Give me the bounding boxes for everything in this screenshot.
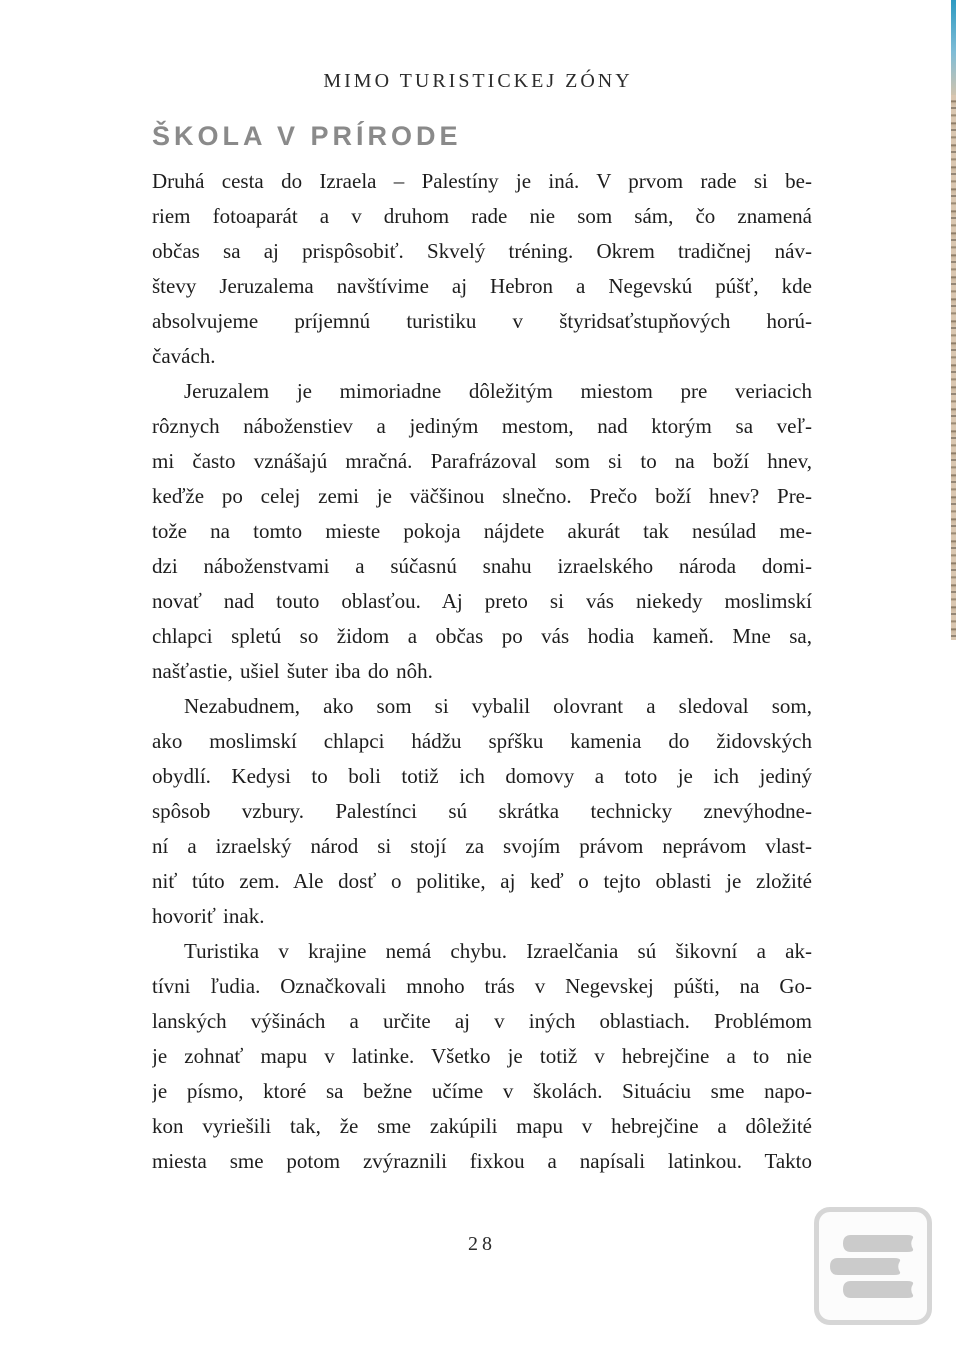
text-line: lanských výšinách a určite aj v iných oblastiach. Problémom (152, 1009, 812, 1033)
text-line: je písmo, ktoré sa bežne učíme v školách. Situáciu sme napo- (152, 1079, 812, 1103)
text-line: spôsob vzbury. Palestínci sú skrátka technicky znevýhodne- (152, 799, 812, 823)
text-line: absolvujeme príjemnú turistiku v štyridsaťstupňových horú- (152, 309, 812, 333)
text-line: občas sa aj prispôsobiť. Skvelý tréning. Okrem tradičnej náv- (152, 239, 812, 263)
page-edge-strip-top (951, 0, 956, 95)
text-line: novať nad touto oblasťou. Aj preto si vás niekedy moslimskí (152, 589, 812, 613)
running-header: MIMO TURISTICKEJ ZÓNY (323, 70, 633, 92)
text-line: kon vyriešili tak, že sme zakúpili mapu v hebrejčine a dôležité (152, 1114, 812, 1138)
text-line: rôznych náboženstiev a jediným mestom, nad ktorým sa veľ- (152, 414, 812, 438)
text-line: obydlí. Kedysi to boli totiž ich domovy a toto je ich jediný (152, 764, 812, 788)
text-line: miesta sme potom zvýraznili fixkou a napísali latinkou. Takto (152, 1149, 812, 1173)
text-line: dzi náboženstvami a súčasnú snahu izraelského národa domi- (152, 554, 812, 578)
text-line: tože na tomto mieste pokoja nájdete akurát tak nesúlad me- (152, 519, 812, 543)
text-line: našťastie, ušiel šuter iba do nôh. (152, 659, 433, 683)
text-line: čavách. (152, 344, 216, 368)
page-edge-strip (951, 95, 956, 640)
text-line: niť túto zem. Ale dosť o politike, aj keď o tejto oblasti je zložité (152, 869, 812, 893)
text-line: Nezabudnem, ako som si vybalil olovrant a sledoval som, (184, 694, 812, 718)
text-line: riem fotoaparát a v druhom rade nie som sám, čo znamená (152, 204, 812, 228)
text-line: hovoriť inak. (152, 904, 265, 928)
text-line: ní a izraelský národ si stojí za svojím právom neprávom vlast- (152, 834, 812, 858)
paragraph (152, 374, 812, 689)
text-line: ako moslimskí chlapci hádžu spŕšku kamenia do židovských (152, 729, 812, 753)
text-line: Jeruzalem je mimoriadne dôležitým miestom pre veriacich (184, 379, 812, 403)
books-logo (814, 1207, 932, 1325)
section-heading: ŠKOLA V PRÍRODE (152, 121, 462, 151)
body-text (152, 164, 812, 1179)
text-line: števy Jeruzalema navštívime aj Hebron a Negevskú púšť, kde (152, 274, 812, 298)
books-icon (819, 1212, 927, 1320)
text-line: tívni ľudia. Označkovali mnoho trás v Negevskej púšti, na Go- (152, 974, 812, 998)
text-line: keďže po celej zemi je väčšinou slnečno. Prečo boží hnev? Pre- (152, 484, 812, 508)
text-line: mi často vznášajú mračná. Parafrázoval som si to na boží hnev, (152, 449, 812, 473)
page-number: 28 (468, 1233, 496, 1255)
paragraph (152, 164, 812, 374)
text-line: Druhá cesta do Izraela – Palestíny je iná. V prvom rade si be- (152, 169, 812, 193)
text-line: Turistika v krajine nemá chybu. Izraelčania sú šikovní a ak- (184, 939, 812, 963)
text-line: je zohnať mapu v latinke. Všetko je totiž v hebrejčine a to nie (152, 1044, 812, 1068)
paragraph (152, 934, 812, 1179)
text-line: chlapci spletú so židom a občas po vás hodia kameň. Mne sa, (152, 624, 812, 648)
paragraph (152, 689, 812, 934)
